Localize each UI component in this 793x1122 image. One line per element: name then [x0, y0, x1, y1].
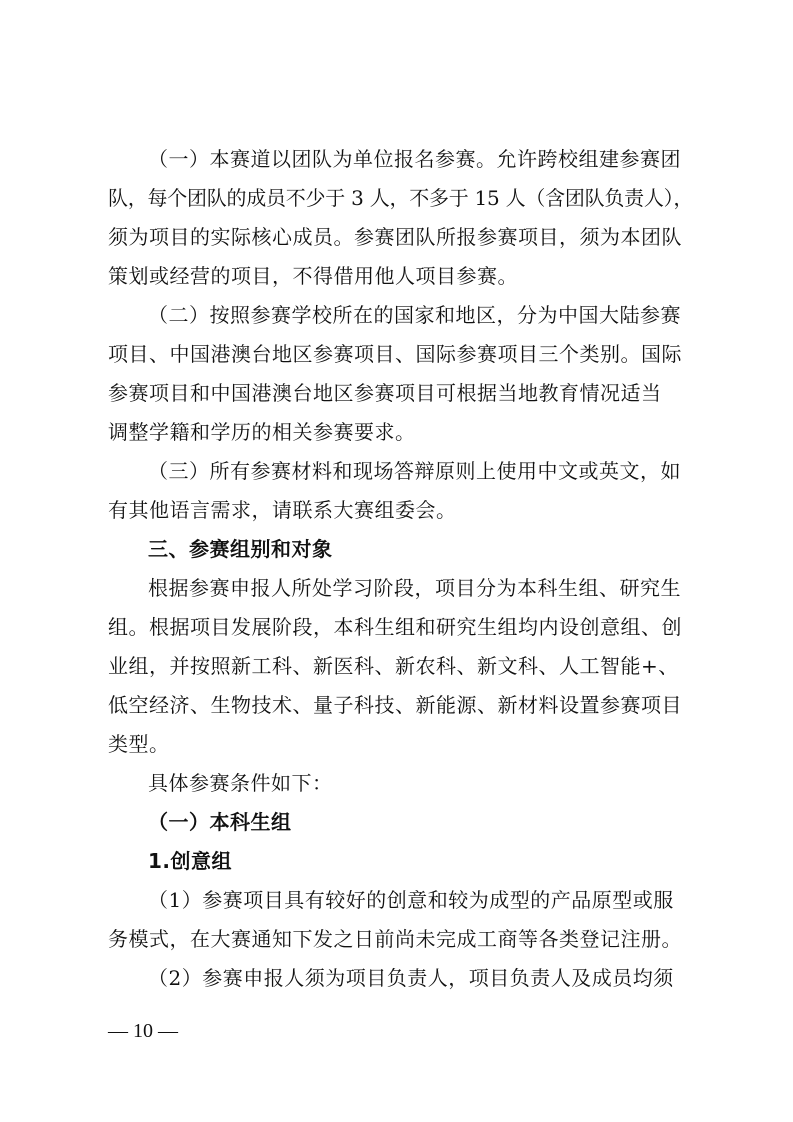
page-number: — 10 —	[108, 1020, 178, 1042]
section-heading-groups: 三、参赛组别和对象	[148, 537, 333, 561]
paragraph-creative-req1-line-1: （1）参赛项目具有较好的创意和较为成型的产品原型或服	[148, 888, 674, 912]
paragraph-team-rules-line-3: 须为项目的实际核心成员。参赛团队所报参赛项目，须为本团队	[108, 225, 682, 249]
paragraph-team-rules-line-2: 队，每个团队的成员不少于 3 人，不多于 15 人（含团队负责人），	[108, 186, 694, 210]
paragraph-region-categories-line-1: （二）按照参赛学校所在的国家和地区，分为中国大陆参赛	[148, 303, 681, 327]
paragraph-group-division-line-1: 根据参赛申报人所处学习阶段，项目分为本科生组、研究生	[148, 576, 681, 600]
paragraph-creative-req1-line-2: 务模式，在大赛通知下发之日前尚未完成工商等各类登记注册。	[108, 927, 682, 951]
paragraph-group-division-line-4: 低空经济、生物技术、量子科技、新能源、新材料设置参赛项目	[108, 693, 682, 717]
paragraph-region-categories-line-2: 项目、中国港澳台地区参赛项目、国际参赛项目三个类别。国际	[108, 342, 682, 366]
paragraph-region-categories-line-3: 参赛项目和中国港澳台地区参赛项目可根据当地教育情况适当	[108, 381, 662, 405]
paragraph-language-line-2: 有其他语言需求，请联系大赛组委会。	[108, 498, 457, 522]
paragraph-group-division-line-2: 组。根据项目发展阶段，本科生组和研究生组均内设创意组、创	[108, 615, 682, 639]
subheading-undergraduate: （一）本科生组	[148, 810, 292, 834]
paragraph-group-division-line-5: 类型。	[108, 732, 170, 756]
paragraph-group-division-line-3: 业组，并按照新工科、新医科、新农科、新文科、人工智能+、	[108, 654, 679, 678]
paragraph-conditions-intro: 具体参赛条件如下：	[148, 771, 333, 795]
paragraph-team-rules-line-4: 策划或经营的项目，不得借用他人项目参赛。	[108, 264, 518, 288]
paragraph-creative-req2-line-1: （2）参赛申报人须为项目负责人，项目负责人及成员均须	[148, 966, 674, 990]
subheading-creative-group: 1.创意组	[148, 849, 233, 873]
paragraph-region-categories-line-4: 调整学籍和学历的相关参赛要求。	[108, 420, 416, 444]
paragraph-team-rules-line-1: （一）本赛道以团队为单位报名参赛。允许跨校组建参赛团	[148, 147, 681, 171]
paragraph-language-line-1: （三）所有参赛材料和现场答辩原则上使用中文或英文，如	[148, 459, 681, 483]
